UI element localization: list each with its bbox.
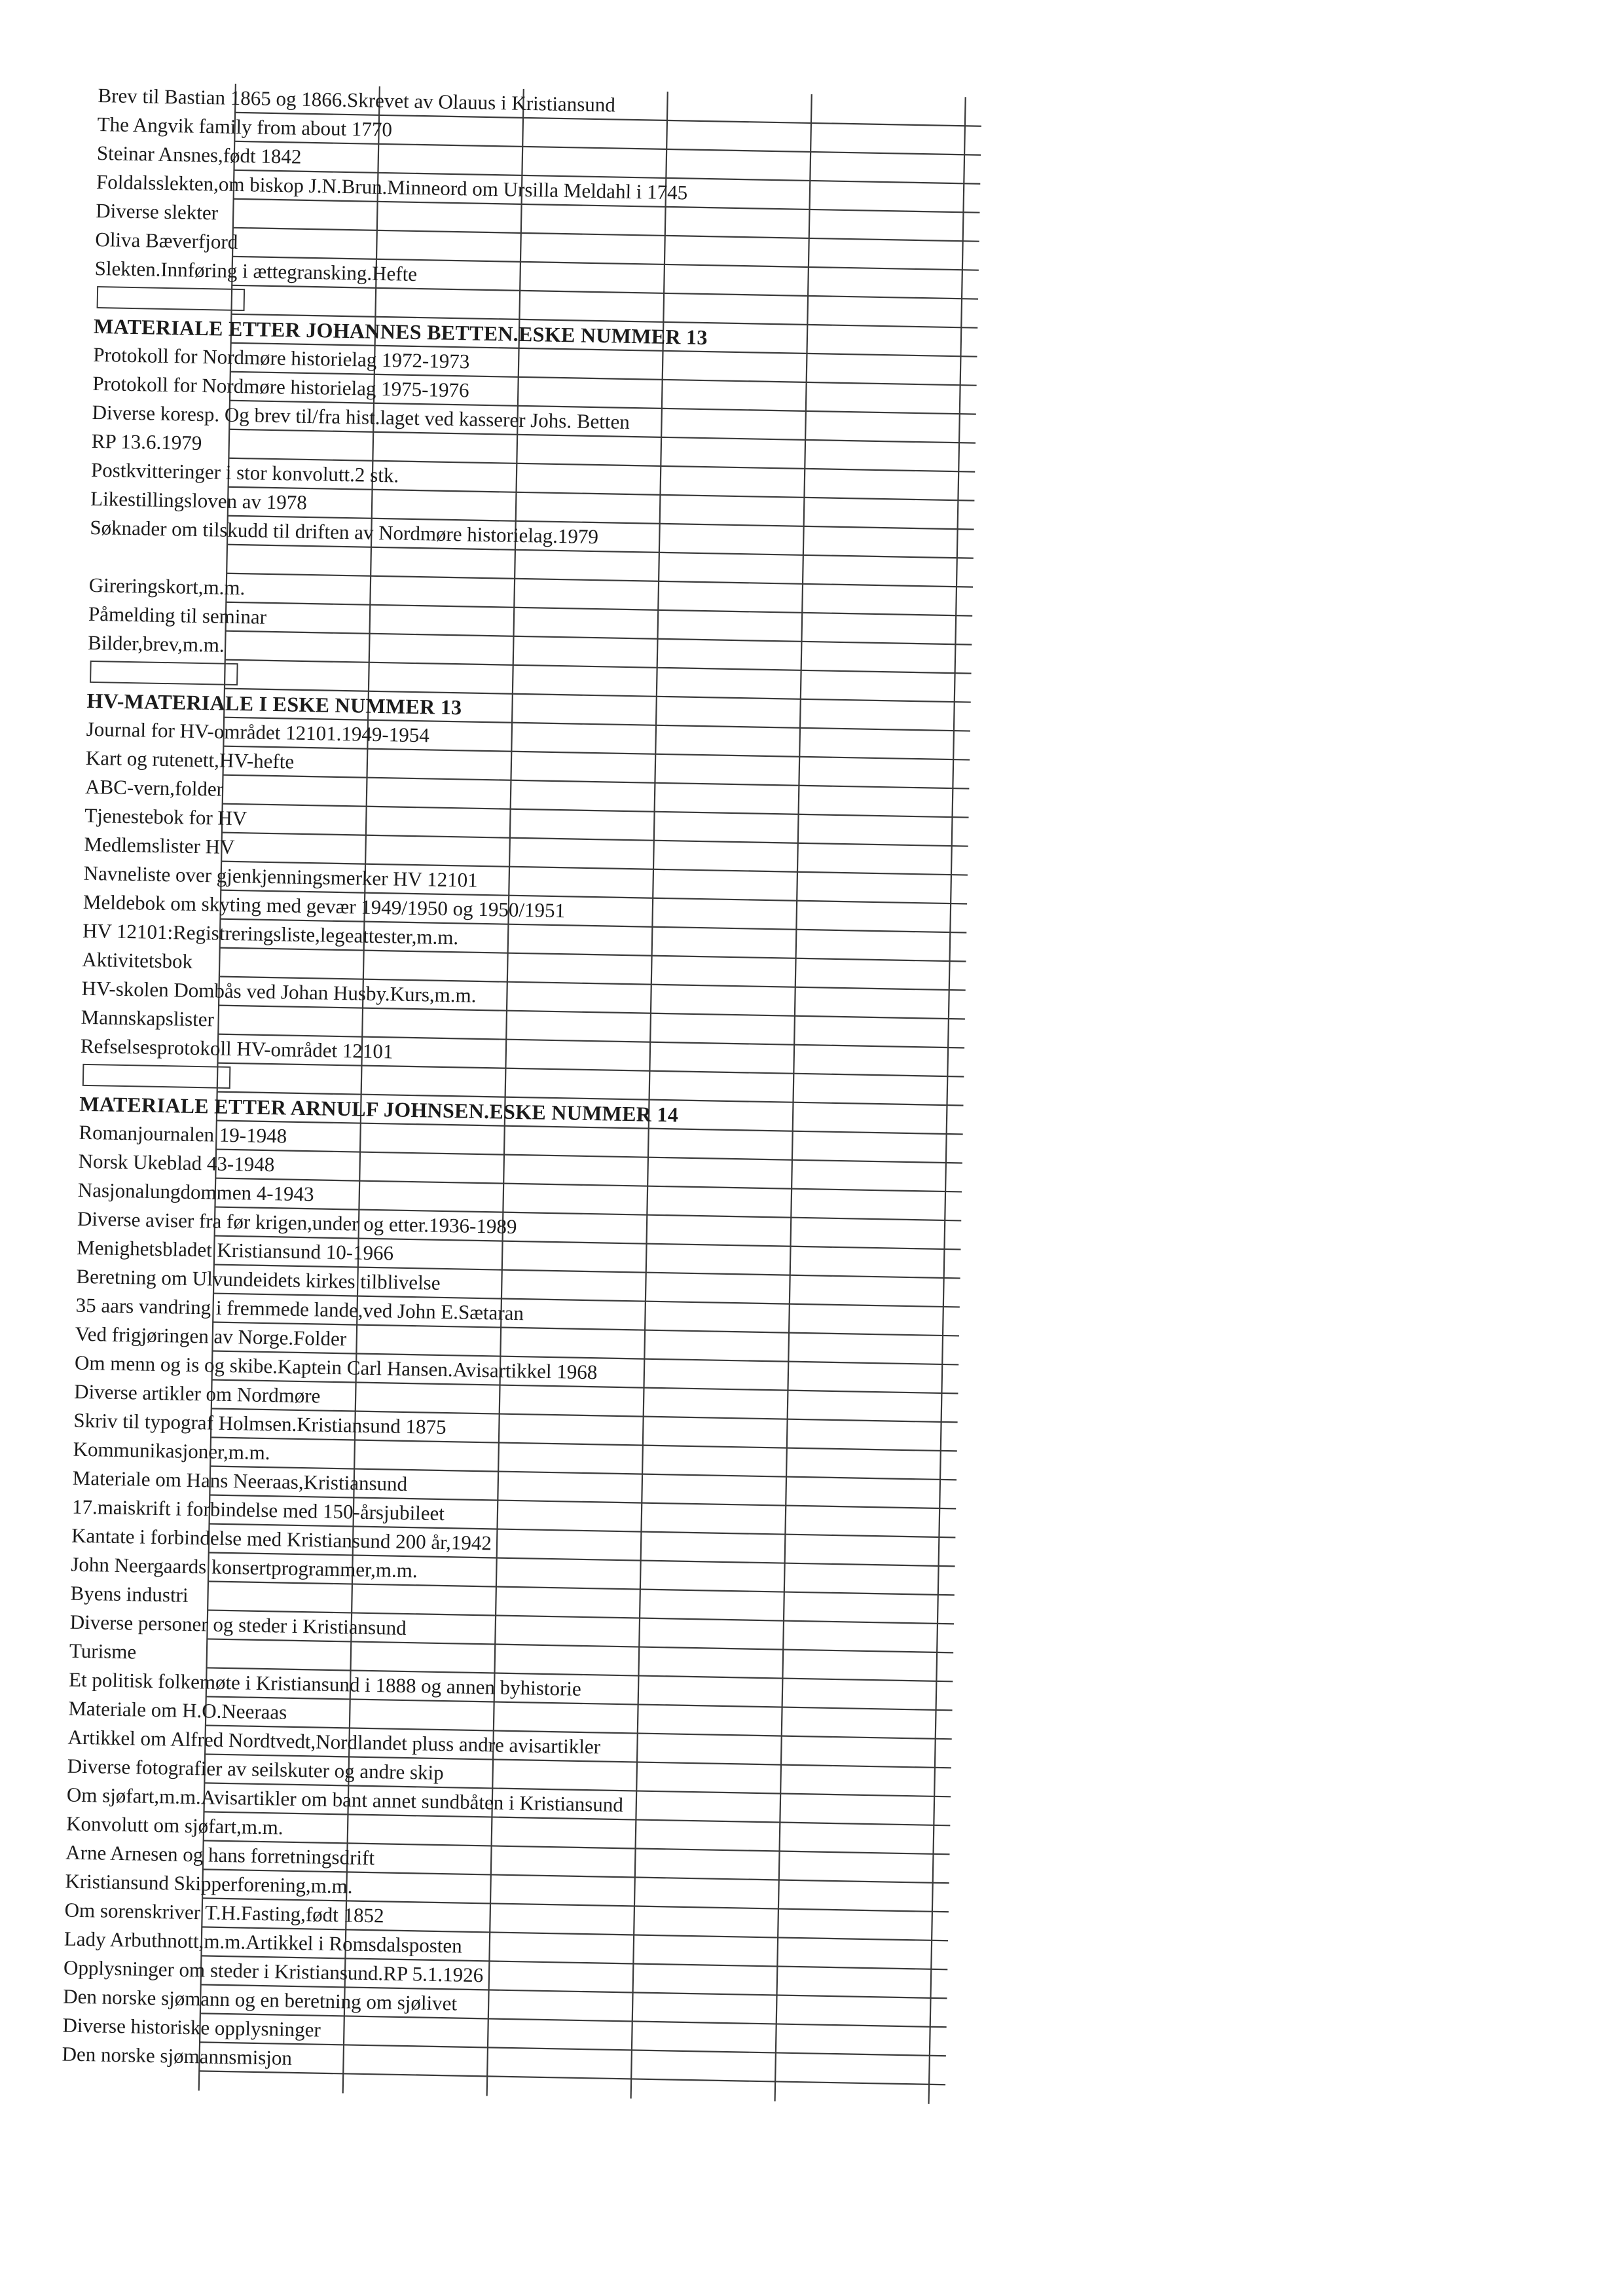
list-item: Diverse slekter xyxy=(95,198,219,225)
list-item: Navneliste over gjenkjenningsmerker HV 12101 xyxy=(83,861,479,892)
list-item: 17.maiskrift i forbindelse med 150-årsjubileet xyxy=(71,1495,445,1525)
list-item: Søknader om tilskudd til driften av Nordmøre historielag.1979 xyxy=(90,515,599,549)
empty-entry-box xyxy=(82,1064,231,1089)
section-heading: MATERIALE ETTER ARNULF JOHNSEN.ESKE NUMMER 14 xyxy=(79,1091,679,1127)
grid-row-line xyxy=(222,833,968,847)
empty-entry-box xyxy=(97,286,246,311)
grid-row-line xyxy=(227,574,973,587)
list-item: HV-skolen Dombås ved Johan Husby.Kurs,m.m. xyxy=(81,976,477,1007)
list-item: Om sjøfart,m.m.Avisartikler om bant annet sundbåten i Kristiansund xyxy=(66,1783,624,1817)
grid-row-line xyxy=(226,602,972,616)
list-item: Oliva Bæverfjord xyxy=(95,227,238,253)
section-heading: MATERIALE ETTER JOHANNES BETTEN.ESKE NUMMER 13 xyxy=(93,314,708,350)
list-item: Gireringskort,m.m. xyxy=(88,573,246,600)
list-item: Kommunikasjoner,m.m. xyxy=(73,1437,270,1465)
grid-row-line xyxy=(216,1150,962,1163)
list-item: Postkvitteringer i stor konvolutt.2 stk. xyxy=(90,458,399,487)
list-item: The Angvik family from about 1770 xyxy=(97,112,393,141)
list-item: Slekten.Innføring i ættegransking.Hefte xyxy=(94,256,418,285)
grid-row-line xyxy=(223,775,970,789)
grid-row-line xyxy=(233,228,979,242)
list-item: Om menn og is og skibe.Kaptein Carl Hansen.Avisartikkel 1968 xyxy=(74,1351,598,1384)
list-item: Likestillingsloven av 1978 xyxy=(90,486,308,514)
list-item: Den norske sjømannsmisjon xyxy=(62,2042,293,2069)
list-item: Opplysninger om steder i Kristiansund.RP 5.1.1926 xyxy=(63,1956,484,1987)
grid-column-line xyxy=(929,97,966,2104)
list-item: Journal for HV-området 12101.1949-1954 xyxy=(86,717,430,747)
list-item: Mannskapslister xyxy=(81,1005,215,1031)
list-item: Protokoll for Nordmøre historielag 1972-1973 xyxy=(92,342,470,373)
list-item: Skriv til typograf Holmsen.Kristiansund 1875 xyxy=(73,1408,447,1439)
grid-row-line xyxy=(226,631,972,645)
list-item: Diverse fotografier av seilskuter og andre skip xyxy=(67,1754,445,1785)
list-item: Ved frigjøringen av Norge.Folder xyxy=(75,1322,347,1351)
section-heading: HV-MATERIALE I ESKE NUMMER 13 xyxy=(86,688,462,720)
list-item: Refselsesprotokoll HV-området 12101 xyxy=(80,1034,393,1063)
list-item: Steinar Ansnes,født 1842 xyxy=(96,141,302,168)
scanned-page xyxy=(58,79,989,2274)
list-item: Diverse personer og steder i Kristiansund xyxy=(69,1610,407,1640)
list-item: Materiale om Hans Neeraas,Kristiansund xyxy=(72,1466,408,1496)
grid-column-line xyxy=(631,92,668,2098)
list-item: Lady Arbuthnott,m.m.Artikkel i Romsdalsposten xyxy=(64,1927,463,1958)
list-item: Et politisk folkemøte i Kristiansund i 1888 og annen byhistorie xyxy=(68,1667,582,1700)
list-item: Tjenestebok for HV xyxy=(84,803,247,830)
grid-column-line xyxy=(775,94,812,2101)
list-item: Menighetsbladet Kristiansund 10-1966 xyxy=(76,1235,394,1265)
grid-row-line xyxy=(225,660,972,674)
list-item: Meldebok om skyting med gevær 1949/1950 og 1950/1951 xyxy=(82,890,566,922)
list-item: Diverse artikler om Nordmøre xyxy=(73,1379,321,1408)
list-item: Romanjournalen 19-1948 xyxy=(79,1120,287,1148)
list-item: Den norske sjømann og en beretning om sjølivet xyxy=(62,1984,458,2015)
grid-row-line xyxy=(223,804,969,818)
grid-row-line xyxy=(215,1178,962,1192)
list-item: Diverse koresp. Og brev til/fra hist.laget ved kasserer Johs. Betten xyxy=(92,400,630,433)
list-item: Turisme xyxy=(69,1639,137,1664)
list-item: RP 13.6.1979 xyxy=(91,429,202,454)
list-item: Nasjonalungdommen 4-1943 xyxy=(77,1178,314,1206)
list-item: Artikkel om Alfred Nordtvedt,Nordlandet pluss andre avisartikler xyxy=(67,1725,601,1758)
list-item: Brev til Bastian 1865 og 1866.Skrevet av Olauus i Kristiansund xyxy=(98,83,616,117)
list-item: Materiale om H.O.Neeraas xyxy=(68,1696,287,1724)
list-item: Arne Arnesen og hans forretningsdrift xyxy=(65,1840,375,1870)
list-item: Beretning om Ulvundeidets kirkes tilblivelse xyxy=(76,1264,441,1294)
list-item: Byens industri xyxy=(70,1581,189,1607)
list-item: Medlemslister HV xyxy=(84,832,235,859)
empty-entry-box xyxy=(90,661,238,685)
list-item: John Neergaards konsertprogrammer,m.m. xyxy=(71,1552,418,1582)
list-item: Konvolutt om sjøfart,m.m. xyxy=(65,1812,283,1839)
list-item: Diverse aviser fra før krigen,under og etter.1936-1989 xyxy=(77,1207,517,1239)
list-item: Protokoll for Nordmøre historielag 1975-1976 xyxy=(92,371,469,402)
list-item: Kart og rutenett,HV-hefte xyxy=(85,746,295,773)
list-item: Foldalsslekten,om biskop J.N.Brun.Minneord om Ursilla Meldahl i 1745 xyxy=(96,170,688,204)
list-item: HV 12101:Registreringsliste,legeattester,m.m. xyxy=(82,919,459,949)
list-item: Påmelding til seminar xyxy=(88,602,267,629)
list-item: Om sorenskriver T.H.Fasting,født 1852 xyxy=(64,1898,384,1927)
list-item: Bilder,brev,m.m. xyxy=(87,630,225,657)
list-item: Aktivitetsbok xyxy=(82,947,193,973)
list-item: Kantate i forbindelse med Kristiansund 200 år,1942 xyxy=(71,1523,492,1555)
list-item: Norsk Ukeblad 43-1948 xyxy=(78,1149,275,1176)
list-item: Diverse historiske opplysninger xyxy=(62,2013,321,2041)
list-item: 35 aars vandring i fremmede lande,ved John E.Sætaran xyxy=(75,1293,524,1325)
list-item: Kristiansund Skipperforening,m.m. xyxy=(65,1869,353,1898)
list-item: ABC-vern,folder xyxy=(84,774,224,801)
grid-row-line xyxy=(199,2071,945,2085)
